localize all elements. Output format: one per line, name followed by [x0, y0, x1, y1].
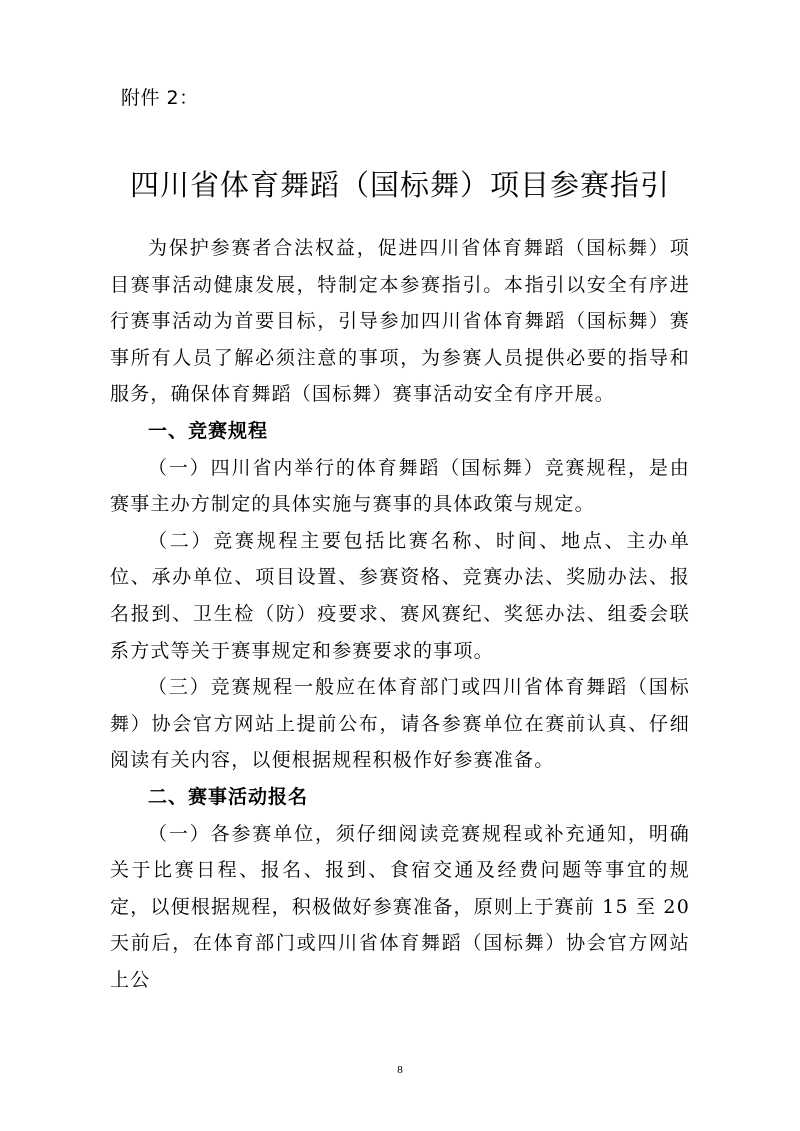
rules-item-1: （一）四川省内举行的体育舞蹈（国标舞）竞赛规程，是由赛事主办方制定的具体实施与赛事的具体政策与规定。: [110, 456, 690, 516]
registration-item-1: （一）各参赛单位，须仔细阅读竞赛规程或补充通知，明确关于比赛日程、报名、报到、食宿交通及经费问题等事宜的规定，以便根据规程，积极做好参赛准备，原则上于赛前 15 至 20 天前后，在体育部门或四川省体育舞蹈（国标舞）协会官方网站上公: [110, 822, 690, 991]
section-heading-rules: 一、竞赛规程: [148, 419, 269, 442]
document-body: [110, 230, 690, 998]
page-number: 8: [397, 1064, 403, 1076]
document-title: 四川省体育舞蹈（国标舞）项目参赛指引: [129, 168, 670, 203]
rules-item-2: （二）竞赛规程主要包括比赛名称、时间、地点、主办单位、承办单位、项目设置、参赛资格、竞赛办法、奖励办法、报名报到、卫生检（防）疫要求、赛风赛纪、奖惩办法、组委会联系方式等关于赛事规定和参赛要求的事项。: [110, 529, 690, 662]
section-heading-registration: 二、赛事活动报名: [148, 785, 309, 808]
attachment-label: 附件 2：: [121, 87, 199, 109]
rules-item-3: （三）竞赛规程一般应在体育部门或四川省体育舞蹈（国标舞）协会官方网站上提前公布，请各参赛单位在赛前认真、仔细阅读有关内容，以便根据规程积极作好参赛准备。: [110, 676, 690, 772]
intro-paragraph: 为保护参赛者合法权益，促进四川省体育舞蹈（国标舞）项目赛事活动健康发展，特制定本参赛指引。本指引以安全有序进行赛事活动为首要目标，引导参加四川省体育舞蹈（国标舞）赛事所有人员了解必须注意的事项，为参赛人员提供必要的指导和服务，确保体育舞蹈（国标舞）赛事活动安全有序开展。: [110, 237, 690, 406]
